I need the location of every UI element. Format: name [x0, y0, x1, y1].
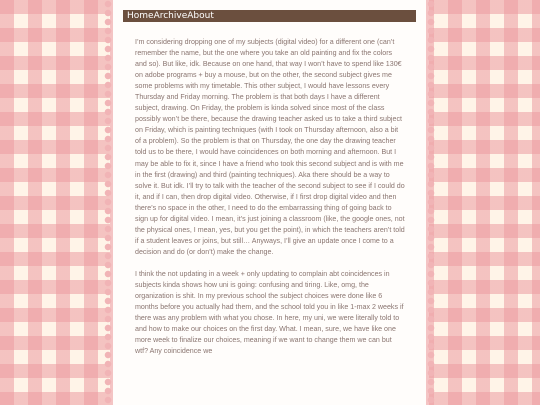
blog-card — [113, 0, 426, 405]
post-paragraph: I’m considering dropping one of my subjects (digital video) for a different one (can’t remember the name, but the one where you take an old painting and fix the colors and so). But like, idk. Because on one hand, that way I won’t have to spend like 130€ on adobe programs + buy a mouse, but on the other, the second subject gives me some problems with my timetable. This other subject, I would have lessons every Thursday and Friday morning. The problem is that both days I have a different subject, drawing. On Friday, the problem is kinda solved since most of the class possibly won’t be there, because the drawing teacher asked us to take a third subject on Friday, which is painting techniques (with I took on Thursday afternoon, also a bit of a problem). So the problem is that on Thursday, the one day the drawing teacher told us to be there, I would have coincidences on both morning and afternoon. But I may be able to fix it, since I have a friend who took this second subject and is with me in the first (drawing) and third (painting techniques). Aka there should be a way to solve it. But idk. I’ll try to talk with the teacher of the second subject to see if I could do it, and if I can, then drop digital video. Otherwise, if I first drop digital video and then there’s no space in the other, I need to do the embarrassing thing of going back to sign up for digital video. I mean, it’s just joining a classroom (like, the google ones, not the physical ones, I mean, yes, but you get the point), in which the teachers aren’t told if a student leaves or joins, but still… Anyways, I’ll give an update once I come to a decision and do (or don’t) make the change. — [135, 38, 405, 256]
post-body — [135, 37, 405, 368]
scallop-border-left — [104, 0, 112, 405]
nav-link-archive[interactable]: Archive — [153, 11, 188, 21]
post-paragraph: I think the not updating in a week + only updating to complain abt coincidences in subjects kinda shows how uni is going: confusing and tiring. Like, omg, the organization is shit. In my previous school the subject choices were done like 6 months before you actually had them, and the school told you in like 1-max 2 weeks if there was any problem with what you chose. In here, my uni, we were literally told to and how to make our choices on the first day. What. I mean, sure, we have like one more week to finalize our choices, meaning if we want to change them we can but wtf? Any coincidence we — [135, 269, 404, 356]
top-navbar — [123, 10, 416, 22]
scallop-border-right — [427, 0, 435, 405]
nav-link-home[interactable]: Home — [127, 11, 154, 21]
nav-link-about[interactable]: About — [187, 11, 214, 21]
